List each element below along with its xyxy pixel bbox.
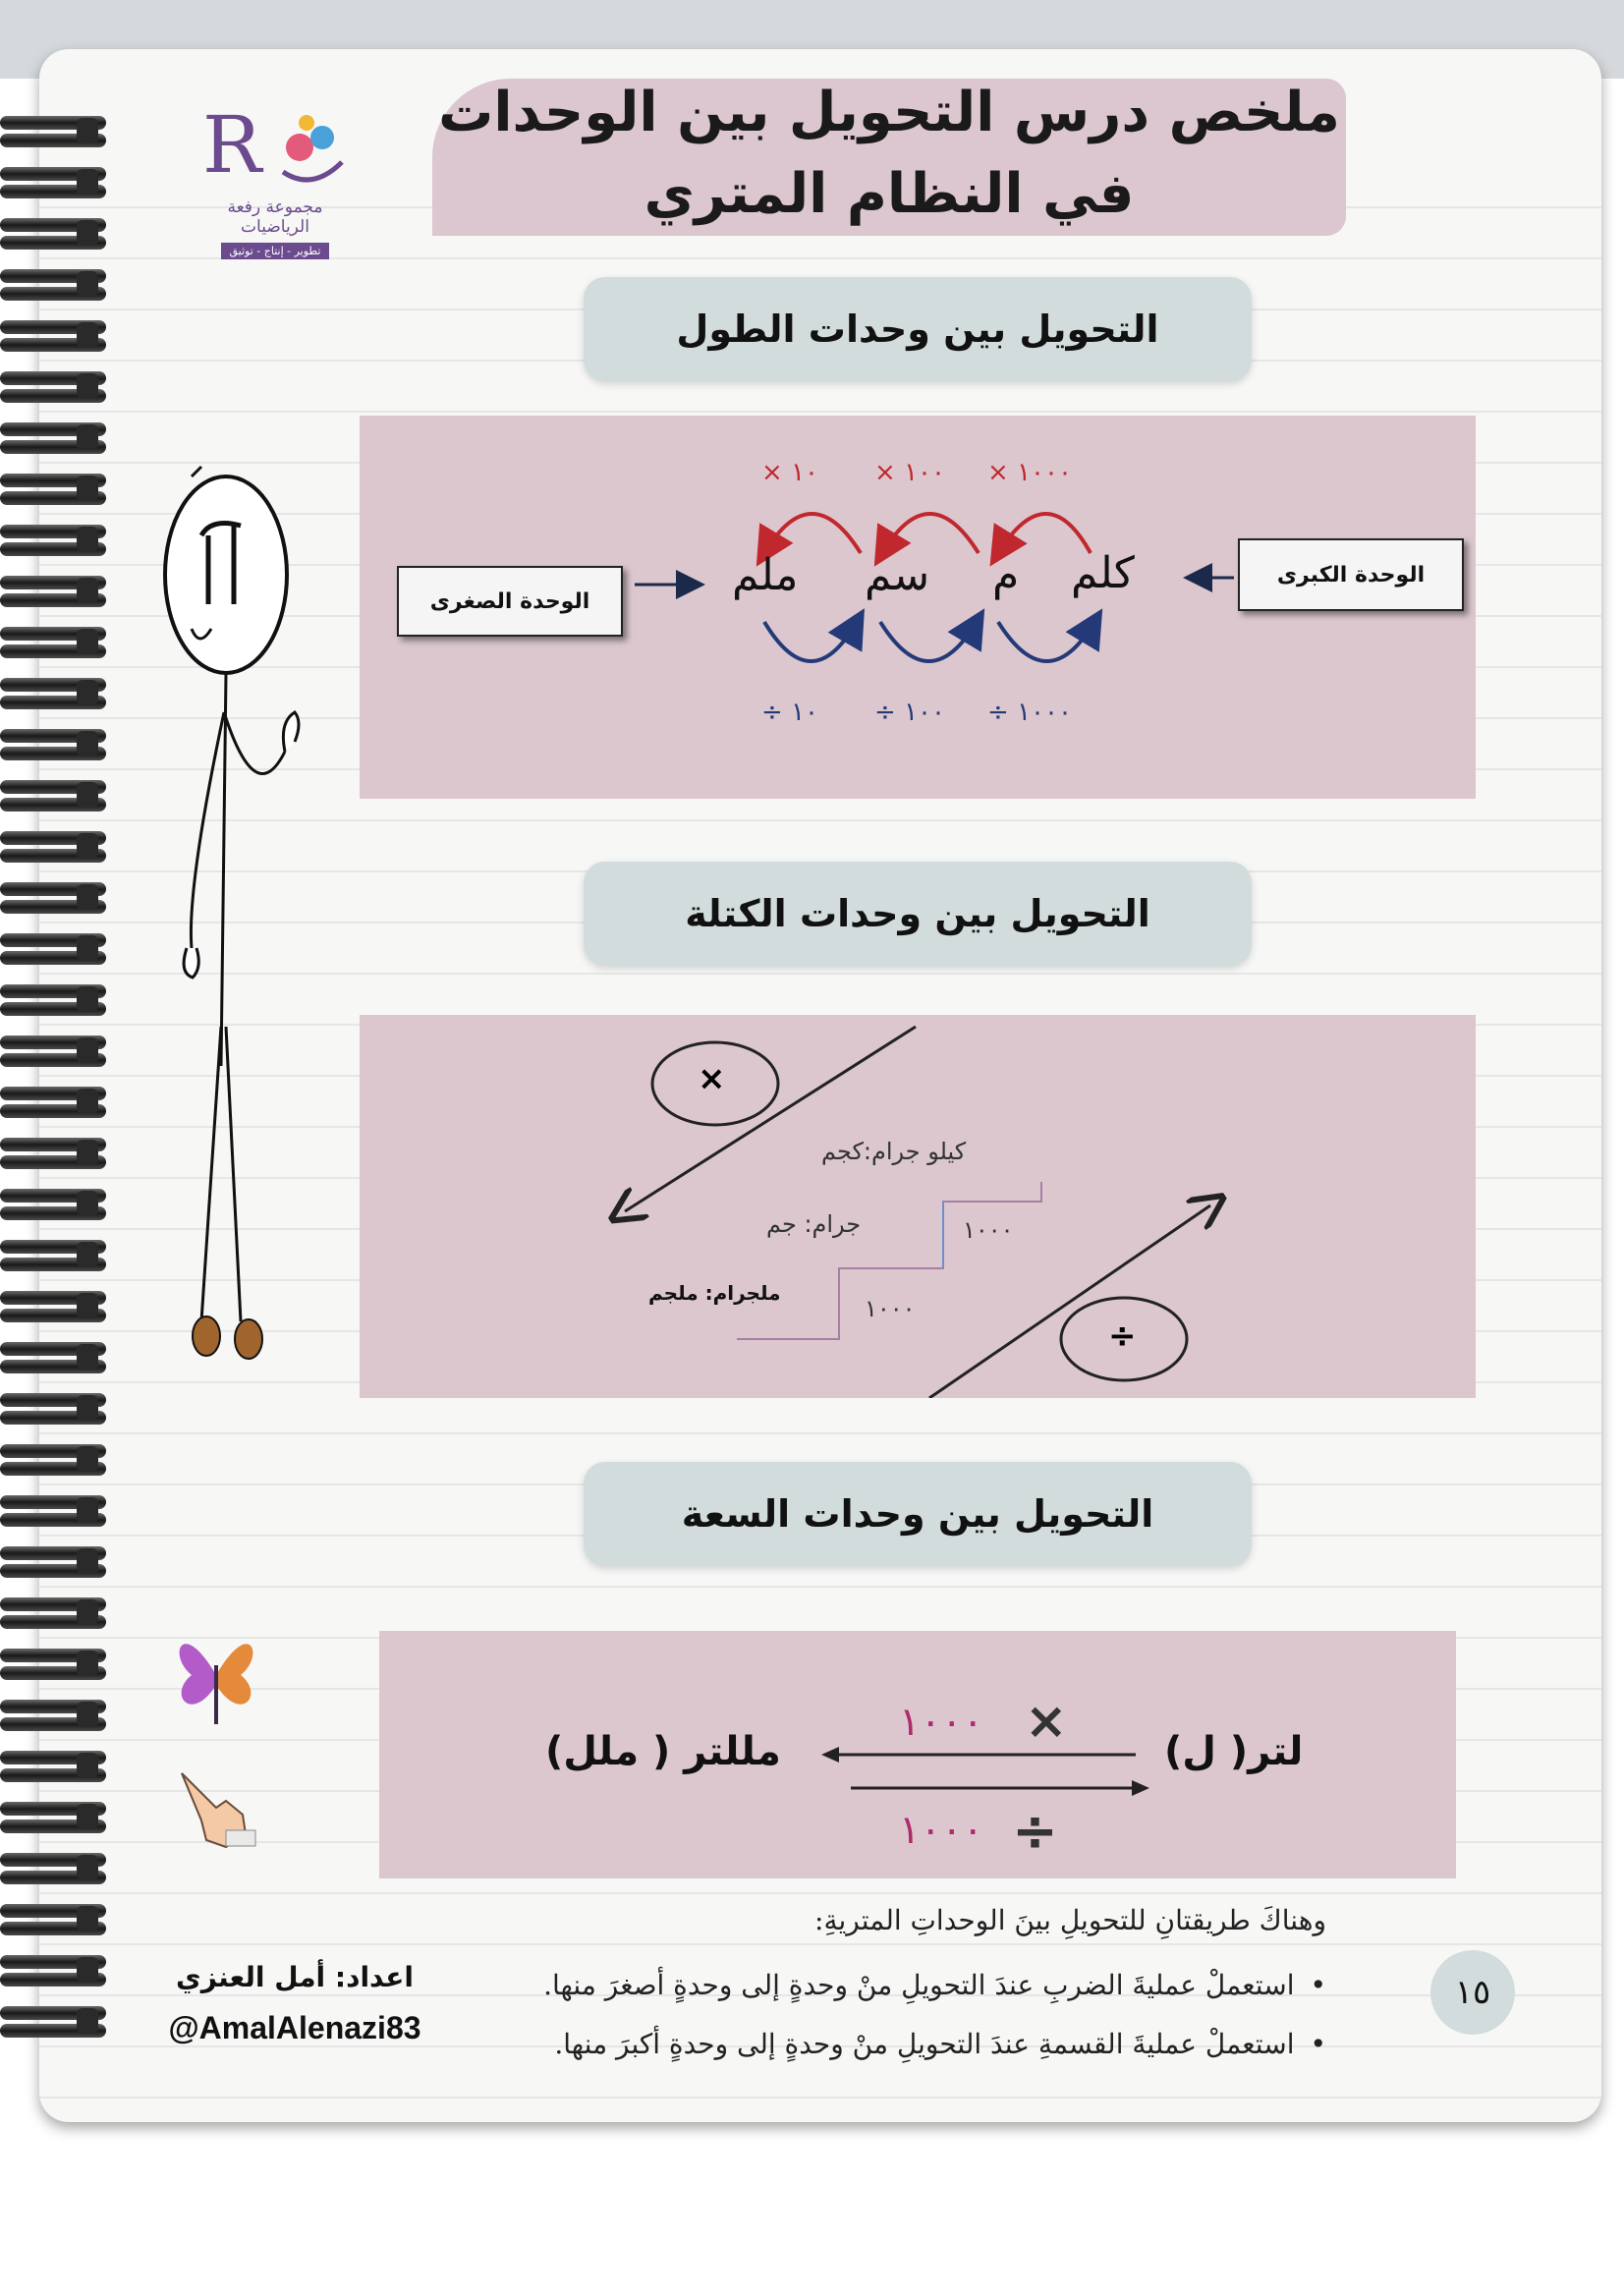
mass-diagram <box>360 1015 1476 1398</box>
spiral-hole <box>77 986 98 1012</box>
mass-heading: التحويل بين وحدات الكتلة <box>584 862 1252 966</box>
unit-km: كلم <box>1071 548 1135 598</box>
ruled-line <box>39 1943 1601 1945</box>
author-line: اعداد: أمل العنزي <box>176 1961 414 1993</box>
spiral-hole <box>77 1446 98 1472</box>
ruled-line <box>39 2097 1601 2099</box>
length-heading: التحويل بين وحدات الطول <box>584 277 1252 381</box>
ruled-line <box>39 1586 1601 1588</box>
spiral-hole <box>77 1957 98 1983</box>
spiral-hole <box>77 1344 98 1370</box>
multiply-label-100: ١٠٠ × <box>874 458 945 487</box>
capacity-multiply-symbol: × <box>1025 1692 1068 1751</box>
millilitre-label: مللتر ( ملل) <box>545 1729 781 1774</box>
mass-factor-upper: ١٠٠٠ <box>963 1216 1014 1244</box>
spiral-hole <box>77 322 98 348</box>
mass-factor-lower: ١٠٠٠ <box>865 1295 916 1322</box>
capacity-divide-value: ١٠٠٠ <box>899 1808 983 1853</box>
spiral-hole <box>77 373 98 399</box>
spiral-hole <box>77 476 98 501</box>
spiral-hole <box>77 731 98 756</box>
spiral-hole <box>77 1753 98 1778</box>
spiral-hole <box>77 1037 98 1063</box>
spiral-hole <box>77 1293 98 1318</box>
spiral-hole <box>77 271 98 297</box>
spiral-hole <box>77 1191 98 1216</box>
spiral-hole <box>77 1599 98 1625</box>
spiral-hole <box>77 1089 98 1114</box>
litre-label: لتر( ل) <box>1164 1729 1304 1774</box>
spiral-hole <box>77 935 98 961</box>
ruled-line <box>39 1892 1601 1894</box>
page-number-badge <box>1430 1950 1515 2035</box>
spiral-hole <box>77 833 98 859</box>
logo <box>196 93 354 257</box>
spiral-hole <box>77 118 98 143</box>
spiral-hole <box>77 578 98 603</box>
spiral-hole <box>77 2008 98 2034</box>
spiral-hole <box>77 782 98 808</box>
method-bullet-divide-text: استعملْ عمليةَ القسمةِ عندَ التحويلِ منْ وحدةٍ إلى وحدةٍ أكبرَ منها. <box>554 2028 1295 2060</box>
spiral-hole <box>77 1548 98 1574</box>
page-number: ١٥ <box>1454 1973 1491 2012</box>
page-title-line1: ملخص درس التحويل بين الوحدات <box>438 81 1340 144</box>
butterfly-icon <box>172 1616 260 1734</box>
spiral-hole <box>77 884 98 910</box>
spiral-hole <box>77 1395 98 1421</box>
kilogram-label: كيلو جرام:كجم <box>821 1138 967 1165</box>
divide-label-10: ١٠ ÷ <box>761 698 818 727</box>
spiral-hole <box>77 1140 98 1165</box>
logo-tagline: تطوير - إنتاج - توثيق <box>221 243 329 259</box>
pointing-hand-icon <box>172 1763 260 1852</box>
page-title-line2: في النظام المتري <box>644 162 1135 226</box>
spiral-hole <box>77 220 98 246</box>
unit-cm: سم <box>865 550 930 600</box>
milligram-label: ملجرام: ملجم <box>648 1281 781 1305</box>
capacity-heading: التحويل بين وحدات السعة <box>584 1462 1252 1566</box>
methods-intro: وهناكَ طريقتانِ للتحويلِ بينَ الوحداتِ المتريةِ: <box>814 1904 1326 1936</box>
capacity-divide-symbol: ÷ <box>1012 1800 1058 1864</box>
logo-mark: R <box>202 99 262 191</box>
spiral-hole <box>77 1651 98 1676</box>
divide-label-100: ١٠٠ ÷ <box>874 698 945 727</box>
method-bullet-divide: •استعملْ عمليةَ القسمةِ عندَ التحويلِ منْ وحدةٍ إلى وحدةٍ أكبرَ منها. <box>554 2028 1326 2060</box>
spiral-hole <box>77 527 98 552</box>
spiral-hole <box>77 680 98 705</box>
unit-m: م <box>992 550 1020 600</box>
multiply-label-1000: ١٠٠٠ × <box>987 458 1072 487</box>
gram-label: جرام: جم <box>766 1210 862 1238</box>
multiply-symbol: × <box>698 1059 726 1098</box>
spiral-hole <box>77 1804 98 1829</box>
divide-label-1000: ١٠٠٠ ÷ <box>987 698 1072 727</box>
spiral-hole <box>77 1906 98 1931</box>
spiral-hole <box>77 169 98 195</box>
spiral-hole <box>77 1855 98 1880</box>
spiral-hole <box>77 424 98 450</box>
bigger-unit-label: الوحدة الكبرى <box>1238 538 1464 611</box>
method-bullet-multiply: •استعملْ عمليةَ الضربِ عندَ التحويلِ منْ وحدةٍ إلى وحدةٍ أصغرَ منها. <box>543 1969 1326 2001</box>
multiply-label-10: ١٠ × <box>761 458 818 487</box>
spiral-hole <box>77 1702 98 1727</box>
ruled-line <box>39 411 1601 413</box>
divide-symbol: ÷ <box>1108 1316 1137 1356</box>
method-bullet-multiply-text: استعملْ عمليةَ الضربِ عندَ التحويلِ منْ وحدةٍ إلى وحدةٍ أصغرَ منها. <box>543 1969 1295 2001</box>
author-handle: @AmalAlenazi83 <box>168 2010 421 2045</box>
logo-name: مجموعة رفعة الرياضيات <box>227 197 323 237</box>
smaller-unit-label: الوحدة الصغرى <box>397 566 623 637</box>
unit-mm: ملم <box>732 550 799 600</box>
ruled-line <box>39 1432 1601 1434</box>
spiral-hole <box>77 1497 98 1523</box>
spiral-hole <box>77 629 98 654</box>
stick-figure <box>147 457 305 1371</box>
spiral-binding <box>0 108 108 2073</box>
capacity-multiply-value: ١٠٠٠ <box>899 1700 983 1745</box>
spiral-hole <box>77 1242 98 1267</box>
